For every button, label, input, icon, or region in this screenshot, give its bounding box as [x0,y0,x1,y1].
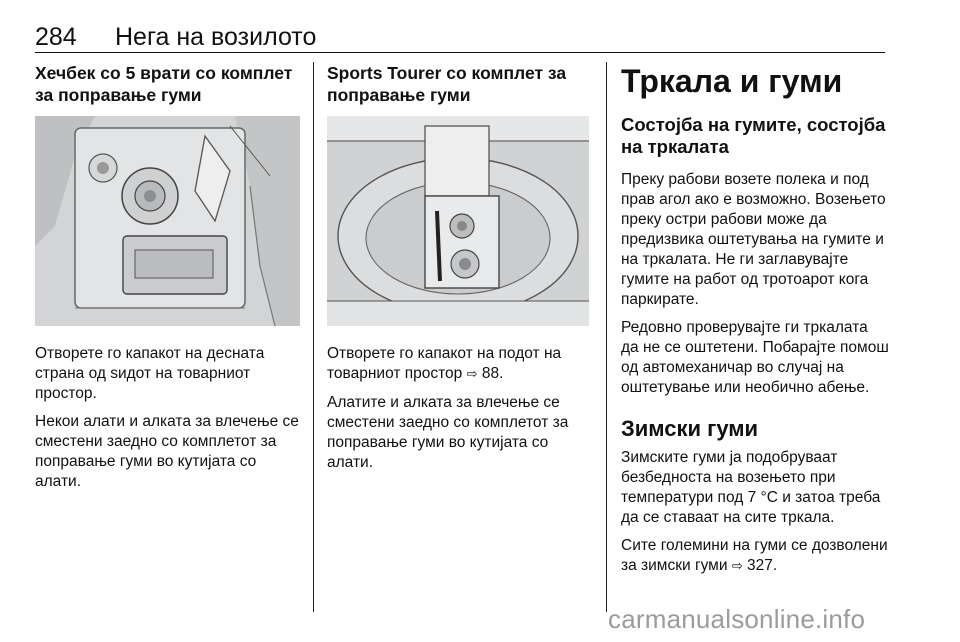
page-reference-arrow-icon: ⇨ [466,367,478,382]
chapter-section-title: Тркала и гуми [621,63,843,99]
section-heading-winter-tyres: Зимски гуми [621,416,759,441]
page-reference[interactable]: 327. [747,557,778,574]
column-hatchback [35,62,300,106]
paragraph: Отворете го капакот на десната страна од sидот на товарниот простор. [35,345,265,402]
paragraph: Редовно проверувајте ги тркалата да не се оштетени. Побарајте помош од автомеханичар во случај на оштетување или необично абење. [621,319,889,396]
page-header [35,22,885,53]
section-heading: Хечбек со 5 врати со комплет за поправање гуми [35,63,293,105]
hatchback-repair-kit-illustration [35,116,300,326]
column-wheels-tyres [621,62,889,577]
paragraph: Некои алати и алката за влечење се сместени заедно со комплетот за поправање гуми во кутијата со алати. [35,413,299,490]
paragraph-text: Сите големини на гуми се дозволени за зимски гуми [621,537,888,574]
column-divider [313,62,314,612]
column-sports-tourer-text [327,344,589,473]
column-sports-tourer [327,62,589,106]
page-reference-arrow-icon: ⇨ [731,559,743,574]
sports-tourer-repair-kit-illustration [327,116,589,326]
page-number: 284 [35,23,77,51]
section-heading: Sports Tourer со комплет за поправање гуми [327,63,567,105]
paragraph-text: Отворете го капакот на подот на товарниот простор [327,345,562,382]
paragraph [327,344,589,385]
chapter-title: Нега на возилото [115,23,317,51]
column-hatchback-text [35,344,300,492]
column-divider [606,62,607,612]
paragraph [621,536,889,577]
paragraph: Зимските гуми ја подобруваат безбедноста на возењето при температури под 7 °C и затоа треба да се ставаат на сите тркала. [621,449,881,526]
watermark: carmanualsonline.info [608,604,866,634]
paragraph: Алатите и алката за влечење се сместени заедно со комплетот за поправање гуми во кутијата со алати. [327,394,569,471]
page-reference[interactable]: 88. [481,365,504,382]
section-heading: Состојба на гумите, состојба на тркалата [621,114,886,157]
paragraph: Преку рабови возете полека и под прав агол ако е возможно. Возењето преку остри рабови може да предизвика оштетувања на гумите и на тркалата. Не ги заглавувајте гумите на работ од тротоарот кога паркирате. [621,171,886,308]
